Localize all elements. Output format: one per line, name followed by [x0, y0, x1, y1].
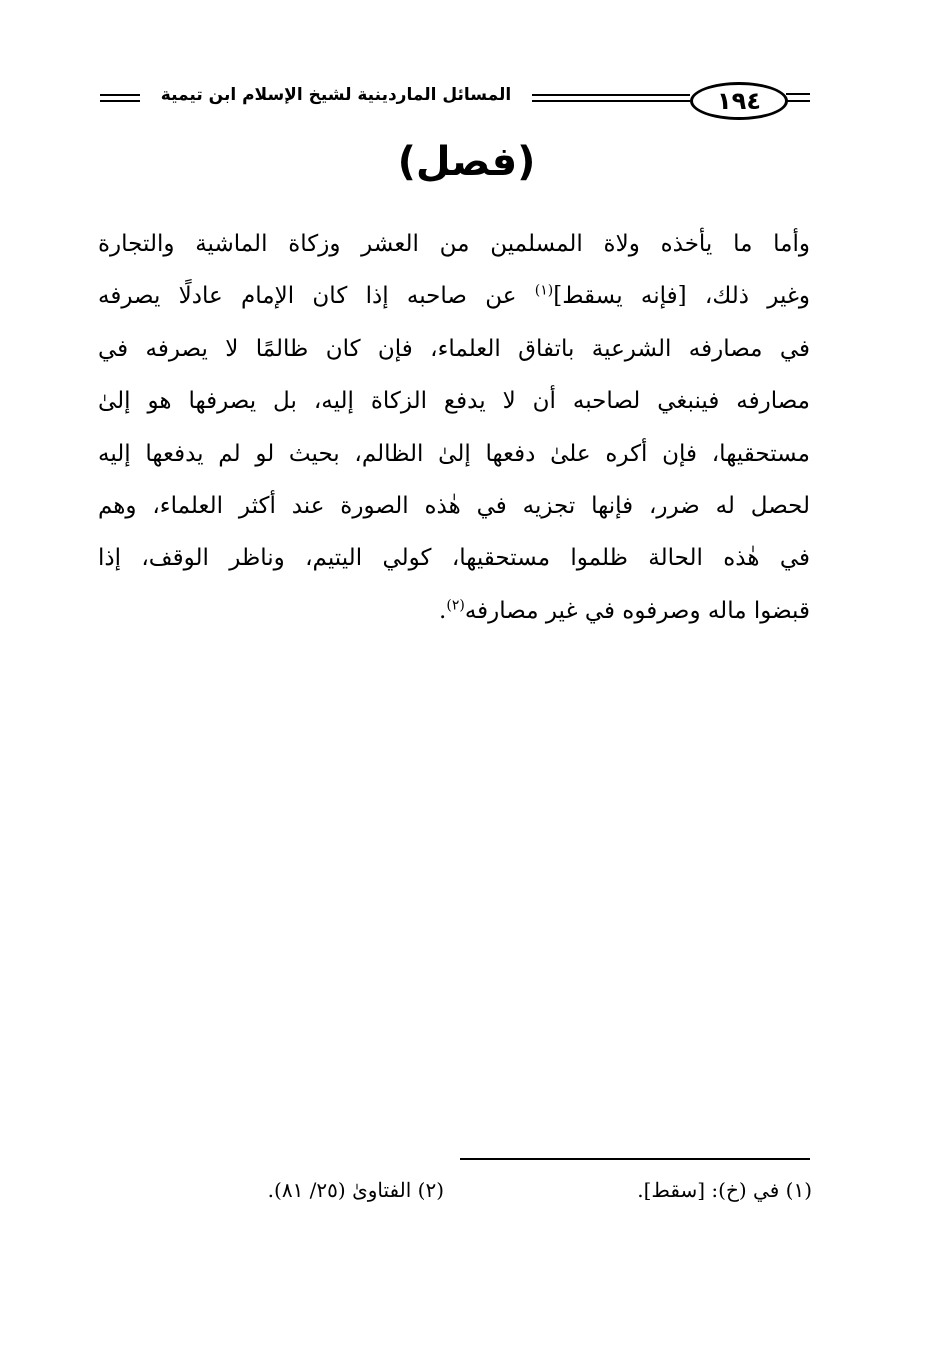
running-title: المسائل الماردينية لشيخ الإسلام ابن تيمية — [140, 80, 532, 110]
footnotes — [100, 1170, 812, 1210]
body-line-1: وأما ما يأخذه ولاة المسلمين من العشر وزكاة الماشية والتجارة — [98, 231, 810, 257]
body-line-2-start: وغير ذلك، [فإنه يسقط] — [553, 283, 810, 310]
final-period: . — [439, 597, 447, 624]
footnote-1: (١) في (خ): [سقط]. — [637, 1178, 812, 1202]
footnote-separator — [460, 1158, 810, 1160]
body-line-2 — [98, 270, 810, 322]
body-line-8-text: قبضوا ماله وصرفوه في غير مصارفه — [464, 597, 810, 624]
footnote-ref-2: (٢) — [446, 597, 465, 614]
section-title: (فصل) — [397, 139, 536, 185]
body-line-8 — [98, 585, 810, 637]
page-header — [100, 78, 810, 118]
page-number: ١٩٤ — [690, 82, 788, 120]
body-line-4: مصارفه فينبغي لصاحبه أن لا يدفع الزكاة إليه، بل يصرفها هو إلىٰ — [98, 388, 810, 415]
body-line-7: في هٰذه الحالة ظلموا مستحقيها، كولي اليتيم، وناظر الوقف، إذا — [98, 545, 810, 572]
footnote-2: (٢) الفتاوىٰ (٢٥/ ٨١). — [267, 1178, 444, 1202]
body-paragraph — [98, 218, 810, 637]
body-line-3: في مصارفه الشرعية باتفاق العلماء، فإن كان ظالمًا لا يصرفه في — [98, 335, 810, 362]
footnote-ref-1: (١) — [534, 282, 554, 299]
header-rule-right — [786, 93, 810, 105]
body-line-5: مستحقيها، فإن أكره علىٰ دفعها إلىٰ الظالم، بحيث لو لم يدفعها إليه — [98, 440, 810, 467]
body-line-2-end: عن صاحبه إذا كان الإمام عادلًا يصرفه — [98, 283, 517, 310]
body-line-6: لحصل له ضرر، فإنها تجزيه في هٰذه الصورة عند أكثر العلماء، وهم — [98, 492, 810, 519]
